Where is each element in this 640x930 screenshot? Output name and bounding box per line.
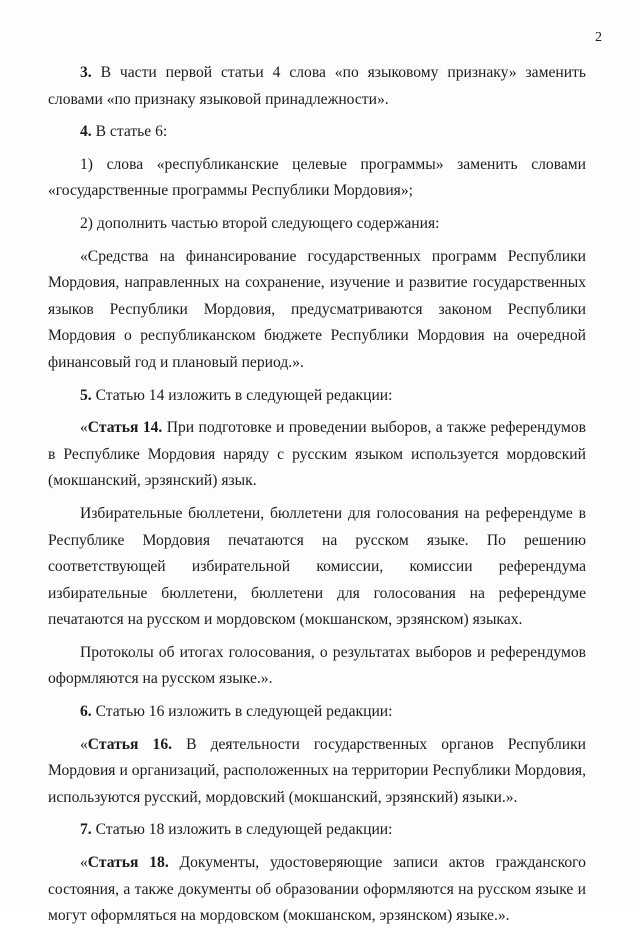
article-label: Статья 14.	[87, 419, 163, 437]
article-14-part-1	[48, 415, 586, 495]
paragraph-text: Избирательные бюллетени, бюллетени для голосования на референдуме в Республике Мордовия печатаются на русском языке. По решению соответствующей избирательной комиссии, комиссии референдума избирательные бюллетени, бюллетени для голосования на референдуме печатаются на русском и мордовском (мокшанском, эрзянском) языках.	[48, 504, 586, 629]
paragraph-item-5	[48, 383, 586, 410]
page-number: 2	[595, 30, 602, 45]
quoted-part-two	[48, 244, 586, 377]
item-number: 3.	[80, 64, 92, 81]
paragraph-text: Статью 18 изложить в следующей редакции:	[91, 821, 393, 839]
paragraph-text: Статью 16 изложить в следующей редакции:	[91, 703, 393, 721]
item-number: 4.	[80, 123, 92, 141]
paragraph-text: Документы, удостоверяющие записи актов гражданского состояния, а также документы об образовании оформляются на русском языке и могут оформляться на мордовском (мокшанском, эрзянском) языке.».	[48, 854, 586, 925]
paragraph-text: 1) слова «республиканские целевые программы» заменить словами «государственные программы Республики Мордовия»;	[48, 155, 586, 200]
paragraph-item-7	[48, 817, 586, 844]
item-number: 6.	[80, 703, 92, 721]
paragraph-text: 2) дополнить частью второй следующего содержания:	[80, 214, 440, 232]
subitem-2	[48, 211, 586, 238]
item-number: 7.	[80, 821, 92, 839]
document-body	[48, 60, 586, 930]
paragraph-text: В деятельности государственных органов Республики Мордовия и организаций, расположенных на территории Республики Мордовия, используются русский, мордовский (мокшанский, эрзянский) языки.».	[48, 735, 586, 806]
article-label: Статья 16.	[87, 735, 173, 753]
paragraph-text: «Средства на финансирование государственных программ Республики Мордовия, направленных на сохранение, изучение и развитие государственных языков Республики Мордовия, предусматриваются законом Республики Мордовия о республиканском бюджете Республики Мордовия на очередной финансовый год и плановый период.».	[48, 247, 586, 371]
article-18	[48, 850, 586, 930]
paragraph-text: Статью 14 изложить в следующей редакции:	[91, 386, 393, 404]
paragraph-item-6	[48, 699, 586, 726]
article-label: Статья 18.	[87, 854, 169, 872]
article-14-part-3	[48, 640, 586, 693]
article-16	[48, 732, 586, 812]
article-14-part-2	[48, 501, 586, 634]
paragraph-item-3	[48, 60, 586, 113]
paragraph-text: В статье 6:	[91, 123, 168, 141]
quote-open: «	[80, 735, 88, 753]
paragraph-item-4	[48, 119, 586, 146]
quote-open: «	[80, 419, 88, 437]
paragraph-text: В части первой статьи 4 слова «по языковому признаку» заменить словами «по признаку языковой принадлежности».	[48, 64, 586, 108]
paragraph-text: Протоколы об итогах голосования, о результатах выборов и референдумов оформляются на русском языке.».	[48, 643, 586, 688]
subitem-1	[48, 152, 586, 205]
item-number: 5.	[80, 386, 92, 404]
quote-open: «	[80, 854, 88, 872]
paragraph-text: При подготовке и проведении выборов, а также референдумов в Республике Мордовия наряду с русским языком используется мордовский (мокшанский, эрзянский) язык.	[48, 419, 586, 490]
